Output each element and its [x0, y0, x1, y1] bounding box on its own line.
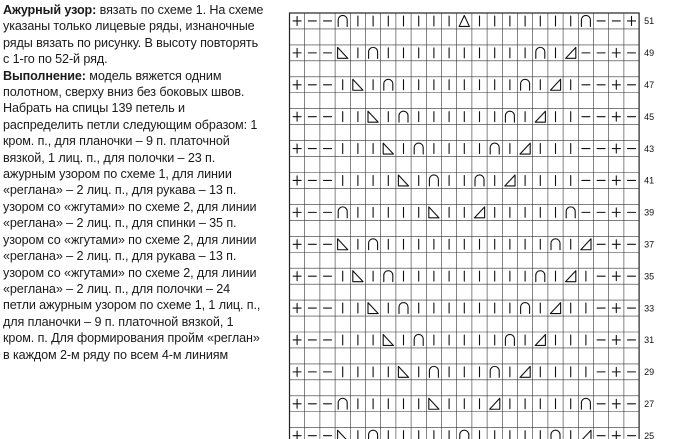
knitting-chart-grid — [288, 12, 694, 439]
row-number-label: 45 — [644, 111, 655, 122]
row-number-label: 35 — [644, 271, 655, 282]
execution-heading: Выполнение: — [3, 68, 86, 83]
row-number-label: 41 — [644, 175, 655, 186]
pattern-description: вязать по схеме 1. На схеме указаны только лицевые ряды, изнаночные ряды вязать по рисунку. В высоту повторять с 1-го по 52-й ряд. — [3, 3, 264, 67]
pattern-paragraph — [3, 2, 265, 68]
row-number-label: 33 — [644, 303, 655, 314]
row-number-label: 39 — [644, 207, 655, 218]
row-number-label: 47 — [644, 79, 655, 90]
execution-description: модель вяжется одним полотном, сверху вниз без боковых швов. Набрать на спицы 139 петель и распределить петли следующим образом: 1 кром. п., для планочки – 9 п. платочной вязкой, 1 лиц. п., для полочки – 23 п. ажурным узором по схеме 1, для линии «реглана» – 2 лиц. п., для рукава – 13 п. узором со «жгутами» по схеме 2, для линии «реглана» – 2 лиц. п., для спинки – 35 п. узором со «жгутами» по схеме 2, для линии «реглана» – 2 лиц. п., для рукава – 13 п. узором со «жгутами» по схеме 2, для линии «реглана» – 2 лиц. п., для полочки – 24 петли ажурным узором по схеме 1, 1 лиц. п., для планочки – 9 п. платочной вязкой, 1 кром. п. Для формирования пройм «реглан» в каждом 2-м ряду по всем 4-м линиям — [3, 68, 261, 362]
row-number-label: 49 — [644, 48, 655, 59]
row-number-label: 29 — [644, 367, 655, 378]
pattern-heading: Ажурный узор: — [3, 3, 97, 17]
row-number-label: 37 — [644, 239, 655, 250]
instructions-text — [3, 2, 265, 363]
row-number-label: 43 — [644, 143, 655, 154]
row-number-label: 51 — [644, 16, 655, 27]
knitting-chart — [288, 12, 694, 439]
row-number-label: 31 — [644, 335, 655, 346]
row-number-label: 27 — [644, 398, 655, 409]
execution-paragraph — [3, 68, 265, 363]
row-number-label: 25 — [644, 430, 655, 439]
